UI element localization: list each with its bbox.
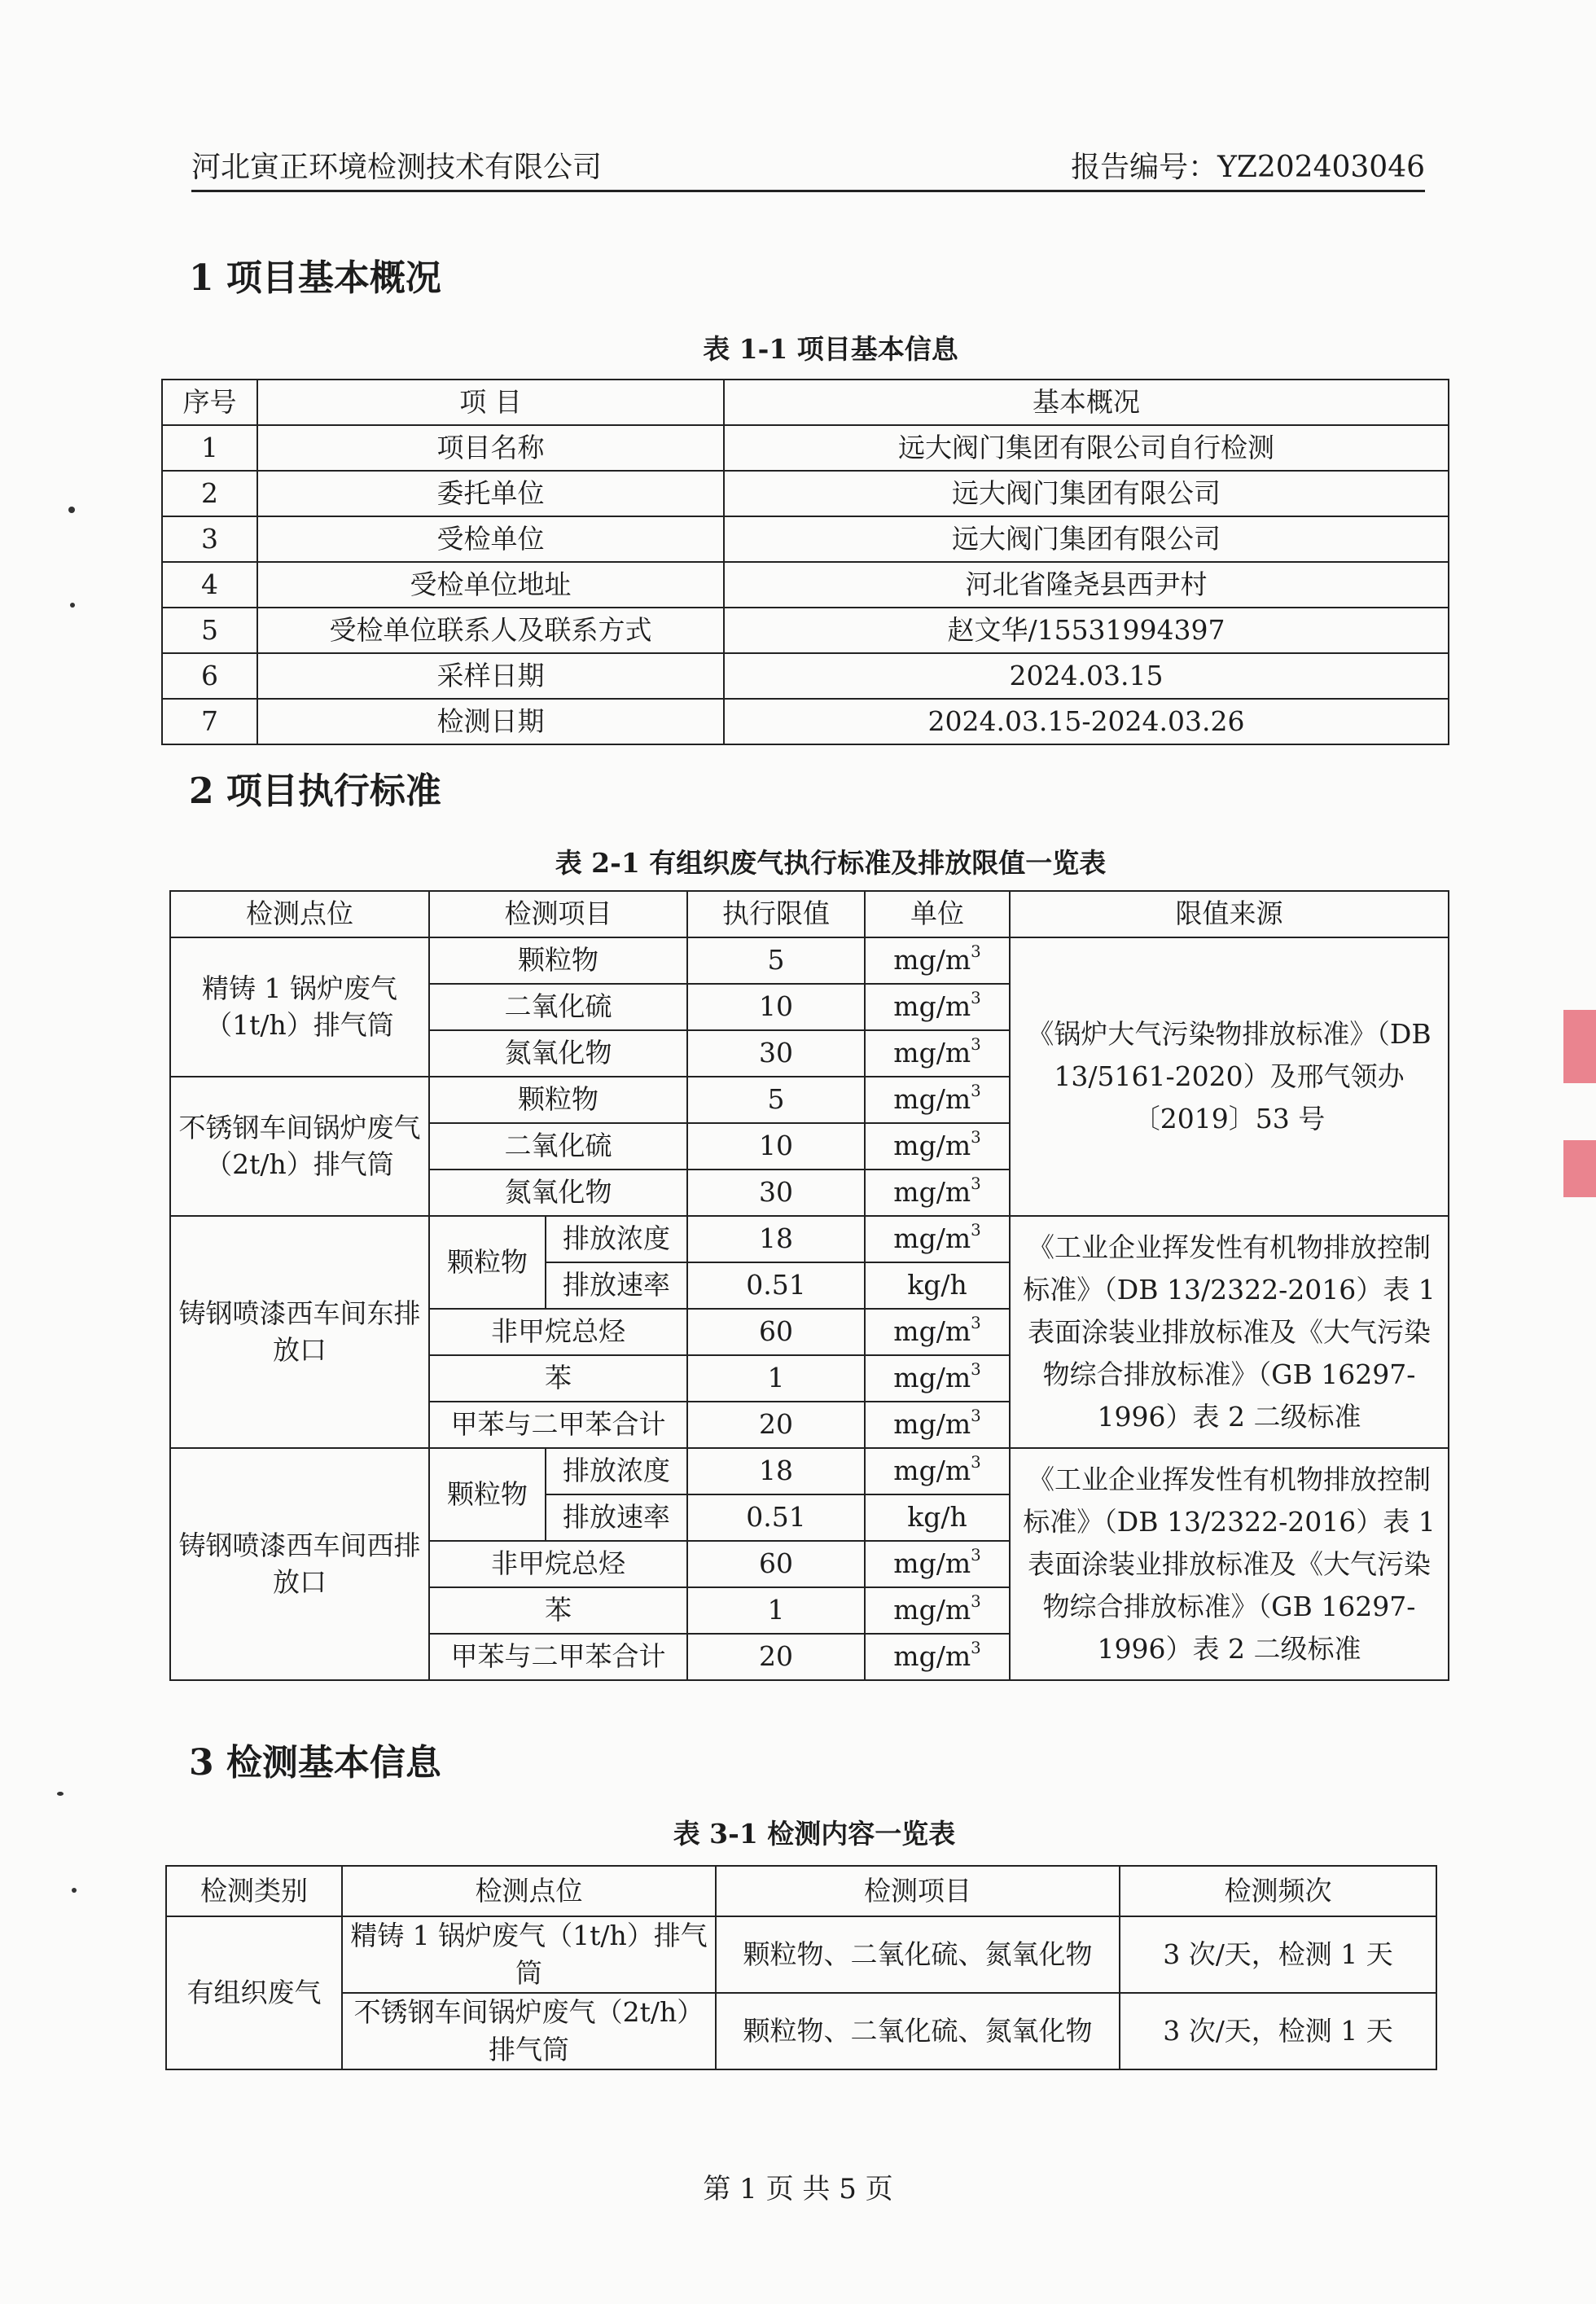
table-cell: 颗粒物、二氧化硫、氮氧化物 — [716, 1916, 1120, 1993]
table-cell: 6 — [162, 653, 257, 699]
table-row — [162, 699, 1449, 744]
company-name: 河北寅正环境检测技术有限公司 — [191, 151, 603, 184]
table-header-cell: 基本概况 — [724, 380, 1449, 425]
table-header-cell: 检测点位 — [342, 1866, 716, 1916]
limit-cell: 30 — [687, 1170, 865, 1216]
item-subcell: 排放浓度 — [546, 1216, 687, 1262]
report-number: 报告编号：YZ202403046 — [1071, 151, 1425, 184]
table-header-cell: 检测项目 — [429, 891, 687, 937]
item-subcell: 排放速率 — [546, 1494, 687, 1541]
table-cell: 2024.03.15 — [724, 653, 1449, 699]
limit-cell: 0.51 — [687, 1494, 865, 1541]
monitoring-point-cell: 精铸 1 锅炉废气（1t/h）排气筒 — [170, 937, 429, 1077]
monitoring-point-cell: 铸钢喷漆西车间西排放口 — [170, 1448, 429, 1680]
table-row — [166, 1993, 1436, 2069]
unit-cell: $mg/m^3$ — [865, 1216, 1010, 1262]
unit-cell: $mg/m^3$ — [865, 1309, 1010, 1355]
table-row — [162, 653, 1449, 699]
limit-cell: 30 — [687, 1030, 865, 1077]
table-project-info — [161, 379, 1449, 745]
limit-source-cell: 《工业企业挥发性有机物排放控制标准》（DB 13/2322-2016）表 1 表面涂装业排放标准及《大气污染物综合排放标准》（GB 16297-1996）表 2 二级标准 — [1010, 1448, 1449, 1680]
limit-cell: 10 — [687, 1123, 865, 1170]
scan-speck — [57, 1792, 64, 1796]
limit-cell: 10 — [687, 984, 865, 1030]
limit-cell: 60 — [687, 1309, 865, 1355]
unit-cell: $mg/m^3$ — [865, 1123, 1010, 1170]
table-row — [170, 1216, 1449, 1262]
table1-caption: 表 1-1 项目基本信息 — [703, 333, 958, 365]
table-cell: 受检单位联系人及联系方式 — [257, 608, 724, 653]
table-cell: 2 — [162, 471, 257, 516]
scan-speck — [68, 507, 75, 513]
item-cell: 二氧化硫 — [429, 1123, 687, 1170]
header-rule — [191, 190, 1425, 192]
unit-cell: kg/h — [865, 1262, 1010, 1309]
item-cell: 甲苯与二甲苯合计 — [429, 1634, 687, 1680]
unit-cell: $mg/m^3$ — [865, 1402, 1010, 1448]
monitoring-point-cell: 铸钢喷漆西车间东排放口 — [170, 1216, 429, 1448]
table-header-cell: 检测项目 — [716, 1866, 1120, 1916]
unit-cell: $mg/m^3$ — [865, 1170, 1010, 1216]
limit-cell: 20 — [687, 1634, 865, 1680]
table-row — [166, 1916, 1436, 1993]
section-title-1: 1 项目基本概况 — [189, 257, 441, 299]
table-row — [162, 425, 1449, 471]
item-subcell: 排放速率 — [546, 1262, 687, 1309]
item-cell: 氮氧化物 — [429, 1030, 687, 1077]
table-cell: 受检单位地址 — [257, 562, 724, 608]
scan-speck — [72, 1888, 77, 1893]
section-title-2: 2 项目执行标准 — [189, 770, 441, 812]
table-cell: 远大阀门集团有限公司 — [724, 516, 1449, 562]
unit-cell: $mg/m^3$ — [865, 1030, 1010, 1077]
item-cell: 甲苯与二甲苯合计 — [429, 1402, 687, 1448]
table-cell: 精铸 1 锅炉废气（1t/h）排气筒 — [342, 1916, 716, 1993]
unit-cell: $mg/m^3$ — [865, 1355, 1010, 1402]
unit-cell: $mg/m^3$ — [865, 1541, 1010, 1587]
limit-cell: 5 — [687, 937, 865, 984]
limit-cell: 1 — [687, 1355, 865, 1402]
table-cell: 3 次/天，检测 1 天 — [1120, 1916, 1436, 1993]
table2-caption: 表 2-1 有组织废气执行标准及排放限值一览表 — [555, 847, 1107, 879]
table-cell: 5 — [162, 608, 257, 653]
table-emission-standards — [169, 890, 1449, 1681]
unit-cell: $mg/m^3$ — [865, 1587, 1010, 1634]
table-header-cell: 检测频次 — [1120, 1866, 1436, 1916]
table-monitoring-content — [165, 1865, 1437, 2070]
table-cell: 受检单位 — [257, 516, 724, 562]
section-title-3: 3 检测基本信息 — [189, 1742, 441, 1784]
table-cell: 2024.03.15-2024.03.26 — [724, 699, 1449, 744]
table-cell: 赵文华/15531994397 — [724, 608, 1449, 653]
unit-cell: $mg/m^3$ — [865, 984, 1010, 1030]
table-cell: 颗粒物、二氧化硫、氮氧化物 — [716, 1993, 1120, 2069]
limit-cell: 60 — [687, 1541, 865, 1587]
item-cell: 非甲烷总烃 — [429, 1541, 687, 1587]
item-cell: 颗粒物 — [429, 1216, 546, 1309]
table-header-row — [170, 891, 1449, 937]
page-number: 第 1 页 共 5 页 — [703, 2173, 893, 2205]
table-cell: 3 次/天，检测 1 天 — [1120, 1993, 1436, 2069]
table-row — [170, 937, 1449, 984]
table-row — [162, 471, 1449, 516]
unit-cell: $mg/m^3$ — [865, 1634, 1010, 1680]
table-cell: 1 — [162, 425, 257, 471]
table-cell: 4 — [162, 562, 257, 608]
limit-cell: 20 — [687, 1402, 865, 1448]
item-cell: 苯 — [429, 1587, 687, 1634]
limit-cell: 0.51 — [687, 1262, 865, 1309]
table-header-cell: 单位 — [865, 891, 1010, 937]
limit-cell: 5 — [687, 1077, 865, 1123]
item-cell: 颗粒物 — [429, 937, 687, 984]
table-cell: 7 — [162, 699, 257, 744]
table-header-cell: 序号 — [162, 380, 257, 425]
unit-cell: $mg/m^3$ — [865, 1077, 1010, 1123]
table-cell: 检测日期 — [257, 699, 724, 744]
table-row — [162, 562, 1449, 608]
limit-cell: 1 — [687, 1587, 865, 1634]
seal-edge — [1563, 1010, 1596, 1083]
scan-speck — [70, 603, 75, 608]
table3-caption: 表 3-1 检测内容一览表 — [673, 1818, 956, 1850]
table-header-cell: 项 目 — [257, 380, 724, 425]
table-cell: 采样日期 — [257, 653, 724, 699]
unit-cell: $mg/m^3$ — [865, 937, 1010, 984]
table-header-cell: 检测类别 — [166, 1866, 342, 1916]
limit-source-cell: 《锅炉大气污染物排放标准》（DB 13/5161-2020）及邢气领办〔2019〕53 号 — [1010, 937, 1449, 1216]
item-cell: 氮氧化物 — [429, 1170, 687, 1216]
category-cell: 有组织废气 — [166, 1916, 342, 2069]
table-row — [170, 1448, 1449, 1494]
table-row — [162, 608, 1449, 653]
table-cell: 远大阀门集团有限公司 — [724, 471, 1449, 516]
item-cell: 苯 — [429, 1355, 687, 1402]
unit-cell: $mg/m^3$ — [865, 1448, 1010, 1494]
limit-cell: 18 — [687, 1216, 865, 1262]
table-cell: 项目名称 — [257, 425, 724, 471]
item-cell: 非甲烷总烃 — [429, 1309, 687, 1355]
table-cell: 不锈钢车间锅炉废气（2t/h）排气筒 — [342, 1993, 716, 2069]
table-header-row — [162, 380, 1449, 425]
page-header — [191, 147, 1425, 192]
unit-cell: kg/h — [865, 1494, 1010, 1541]
table-row — [162, 516, 1449, 562]
item-cell: 二氧化硫 — [429, 984, 687, 1030]
table-header-cell: 限值来源 — [1010, 891, 1449, 937]
table-cell: 3 — [162, 516, 257, 562]
table-header-cell: 检测点位 — [170, 891, 429, 937]
table-cell: 远大阀门集团有限公司自行检测 — [724, 425, 1449, 471]
table-header-row — [166, 1866, 1436, 1916]
table-cell: 委托单位 — [257, 471, 724, 516]
monitoring-point-cell: 不锈钢车间锅炉废气（2t/h）排气筒 — [170, 1077, 429, 1216]
limit-source-cell: 《工业企业挥发性有机物排放控制标准》（DB 13/2322-2016）表 1 表面涂装业排放标准及《大气污染物综合排放标准》（GB 16297-1996）表 2 二级标准 — [1010, 1216, 1449, 1448]
item-cell: 颗粒物 — [429, 1448, 546, 1541]
seal-edge — [1563, 1140, 1596, 1197]
table-cell: 河北省隆尧县西尹村 — [724, 562, 1449, 608]
item-subcell: 排放浓度 — [546, 1448, 687, 1494]
table-header-cell: 执行限值 — [687, 891, 865, 937]
item-cell: 颗粒物 — [429, 1077, 687, 1123]
limit-cell: 18 — [687, 1448, 865, 1494]
